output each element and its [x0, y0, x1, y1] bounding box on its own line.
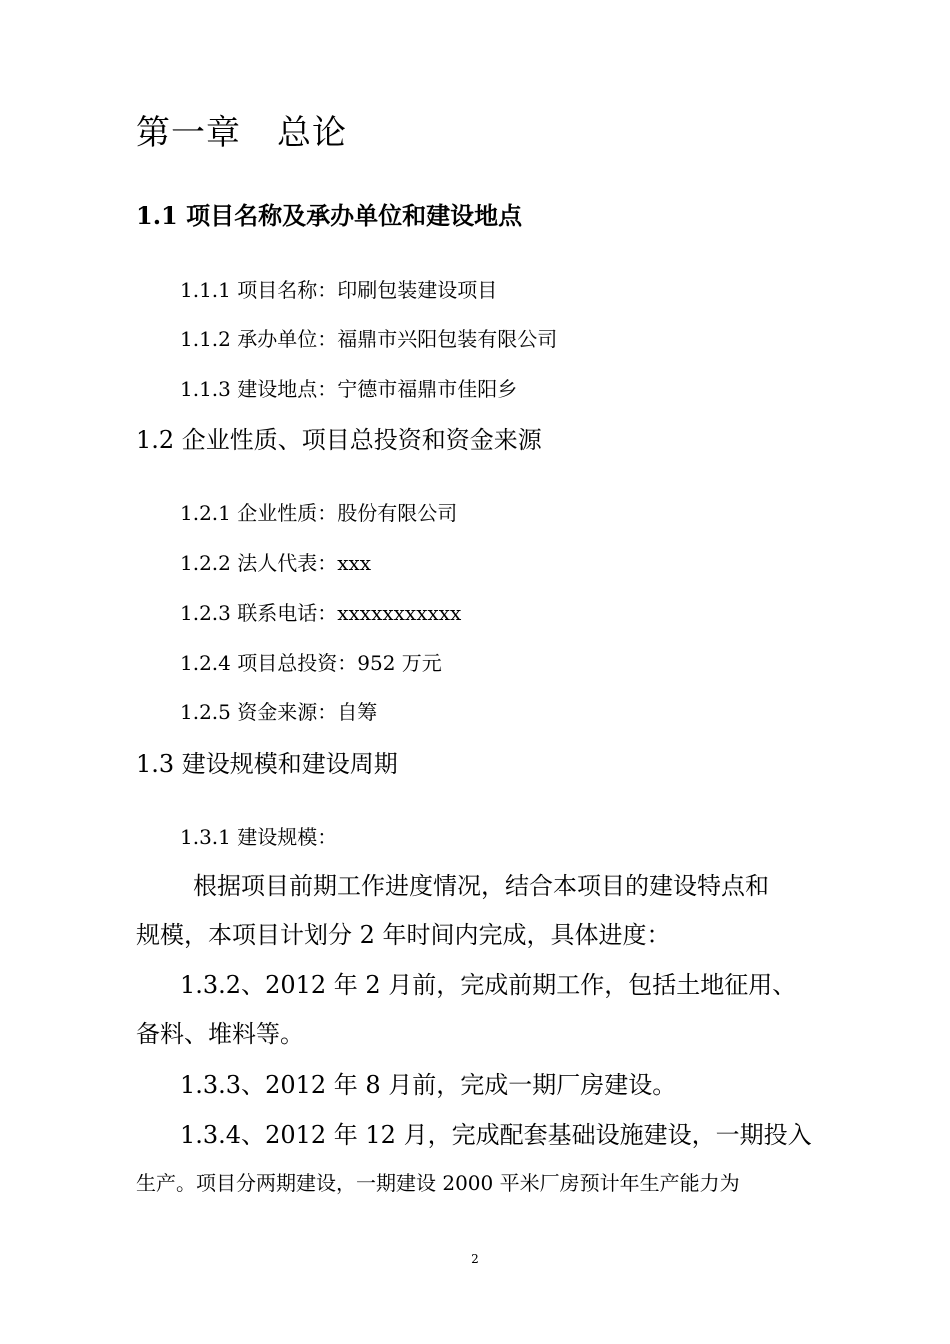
- item-1-2-2: 1.2.2 法人代表：xxx: [180, 551, 372, 575]
- chapter-title: [136, 113, 347, 153]
- item-1-2-4: 1.2.4 项目总投资：952 万元: [180, 651, 442, 675]
- item-1-1-3: 1.1.3 建设地点：宁德市福鼎市佳阳乡: [180, 377, 518, 401]
- paragraph-line: 备料、堆料等。: [136, 1020, 304, 1048]
- section-heading-1-3: 1.3 建设规模和建设周期: [136, 750, 398, 778]
- item-1-3-1: 1.3.1 建设规模：: [180, 825, 338, 849]
- item-1-2-3: 1.2.3 联系电话：xxxxxxxxxxx: [180, 601, 462, 625]
- section-heading-1-1: 1.1 项目名称及承办单位和建设地点: [136, 201, 523, 230]
- paragraph-line: 1.3.3、2012 年 8 月前，完成一期厂房建设。: [180, 1071, 677, 1099]
- item-1-2-5: 1.2.5 资金来源：自筹: [180, 700, 378, 724]
- item-1-2-1: 1.2.1 企业性质：股份有限公司: [180, 501, 458, 525]
- item-1-1-2: 1.1.2 承办单位：福鼎市兴阳包装有限公司: [180, 327, 558, 351]
- paragraph-line: 生产。项目分两期建设，一期建设 2000 平米厂房预计年生产能力为: [136, 1171, 740, 1195]
- paragraph-line: 根据项目前期工作进度情况，结合本项目的建设特点和: [193, 872, 769, 900]
- item-1-1-1: 1.1.1 项目名称：印刷包装建设项目: [180, 278, 498, 302]
- chapter-number: 第一章: [136, 113, 241, 153]
- page-number: 2: [471, 1252, 479, 1266]
- chapter-name: 总论: [277, 113, 347, 153]
- paragraph-line: 1.3.2、2012 年 2 月前，完成前期工作，包括土地征用、: [180, 971, 797, 999]
- section-heading-1-2: 1.2 企业性质、项目总投资和资金来源: [136, 426, 542, 454]
- paragraph-line: 1.3.4、2012 年 12 月，完成配套基础设施建设，一期投入: [180, 1121, 812, 1149]
- paragraph-line: 规模，本项目计划分 2 年时间内完成，具体进度：: [136, 921, 671, 949]
